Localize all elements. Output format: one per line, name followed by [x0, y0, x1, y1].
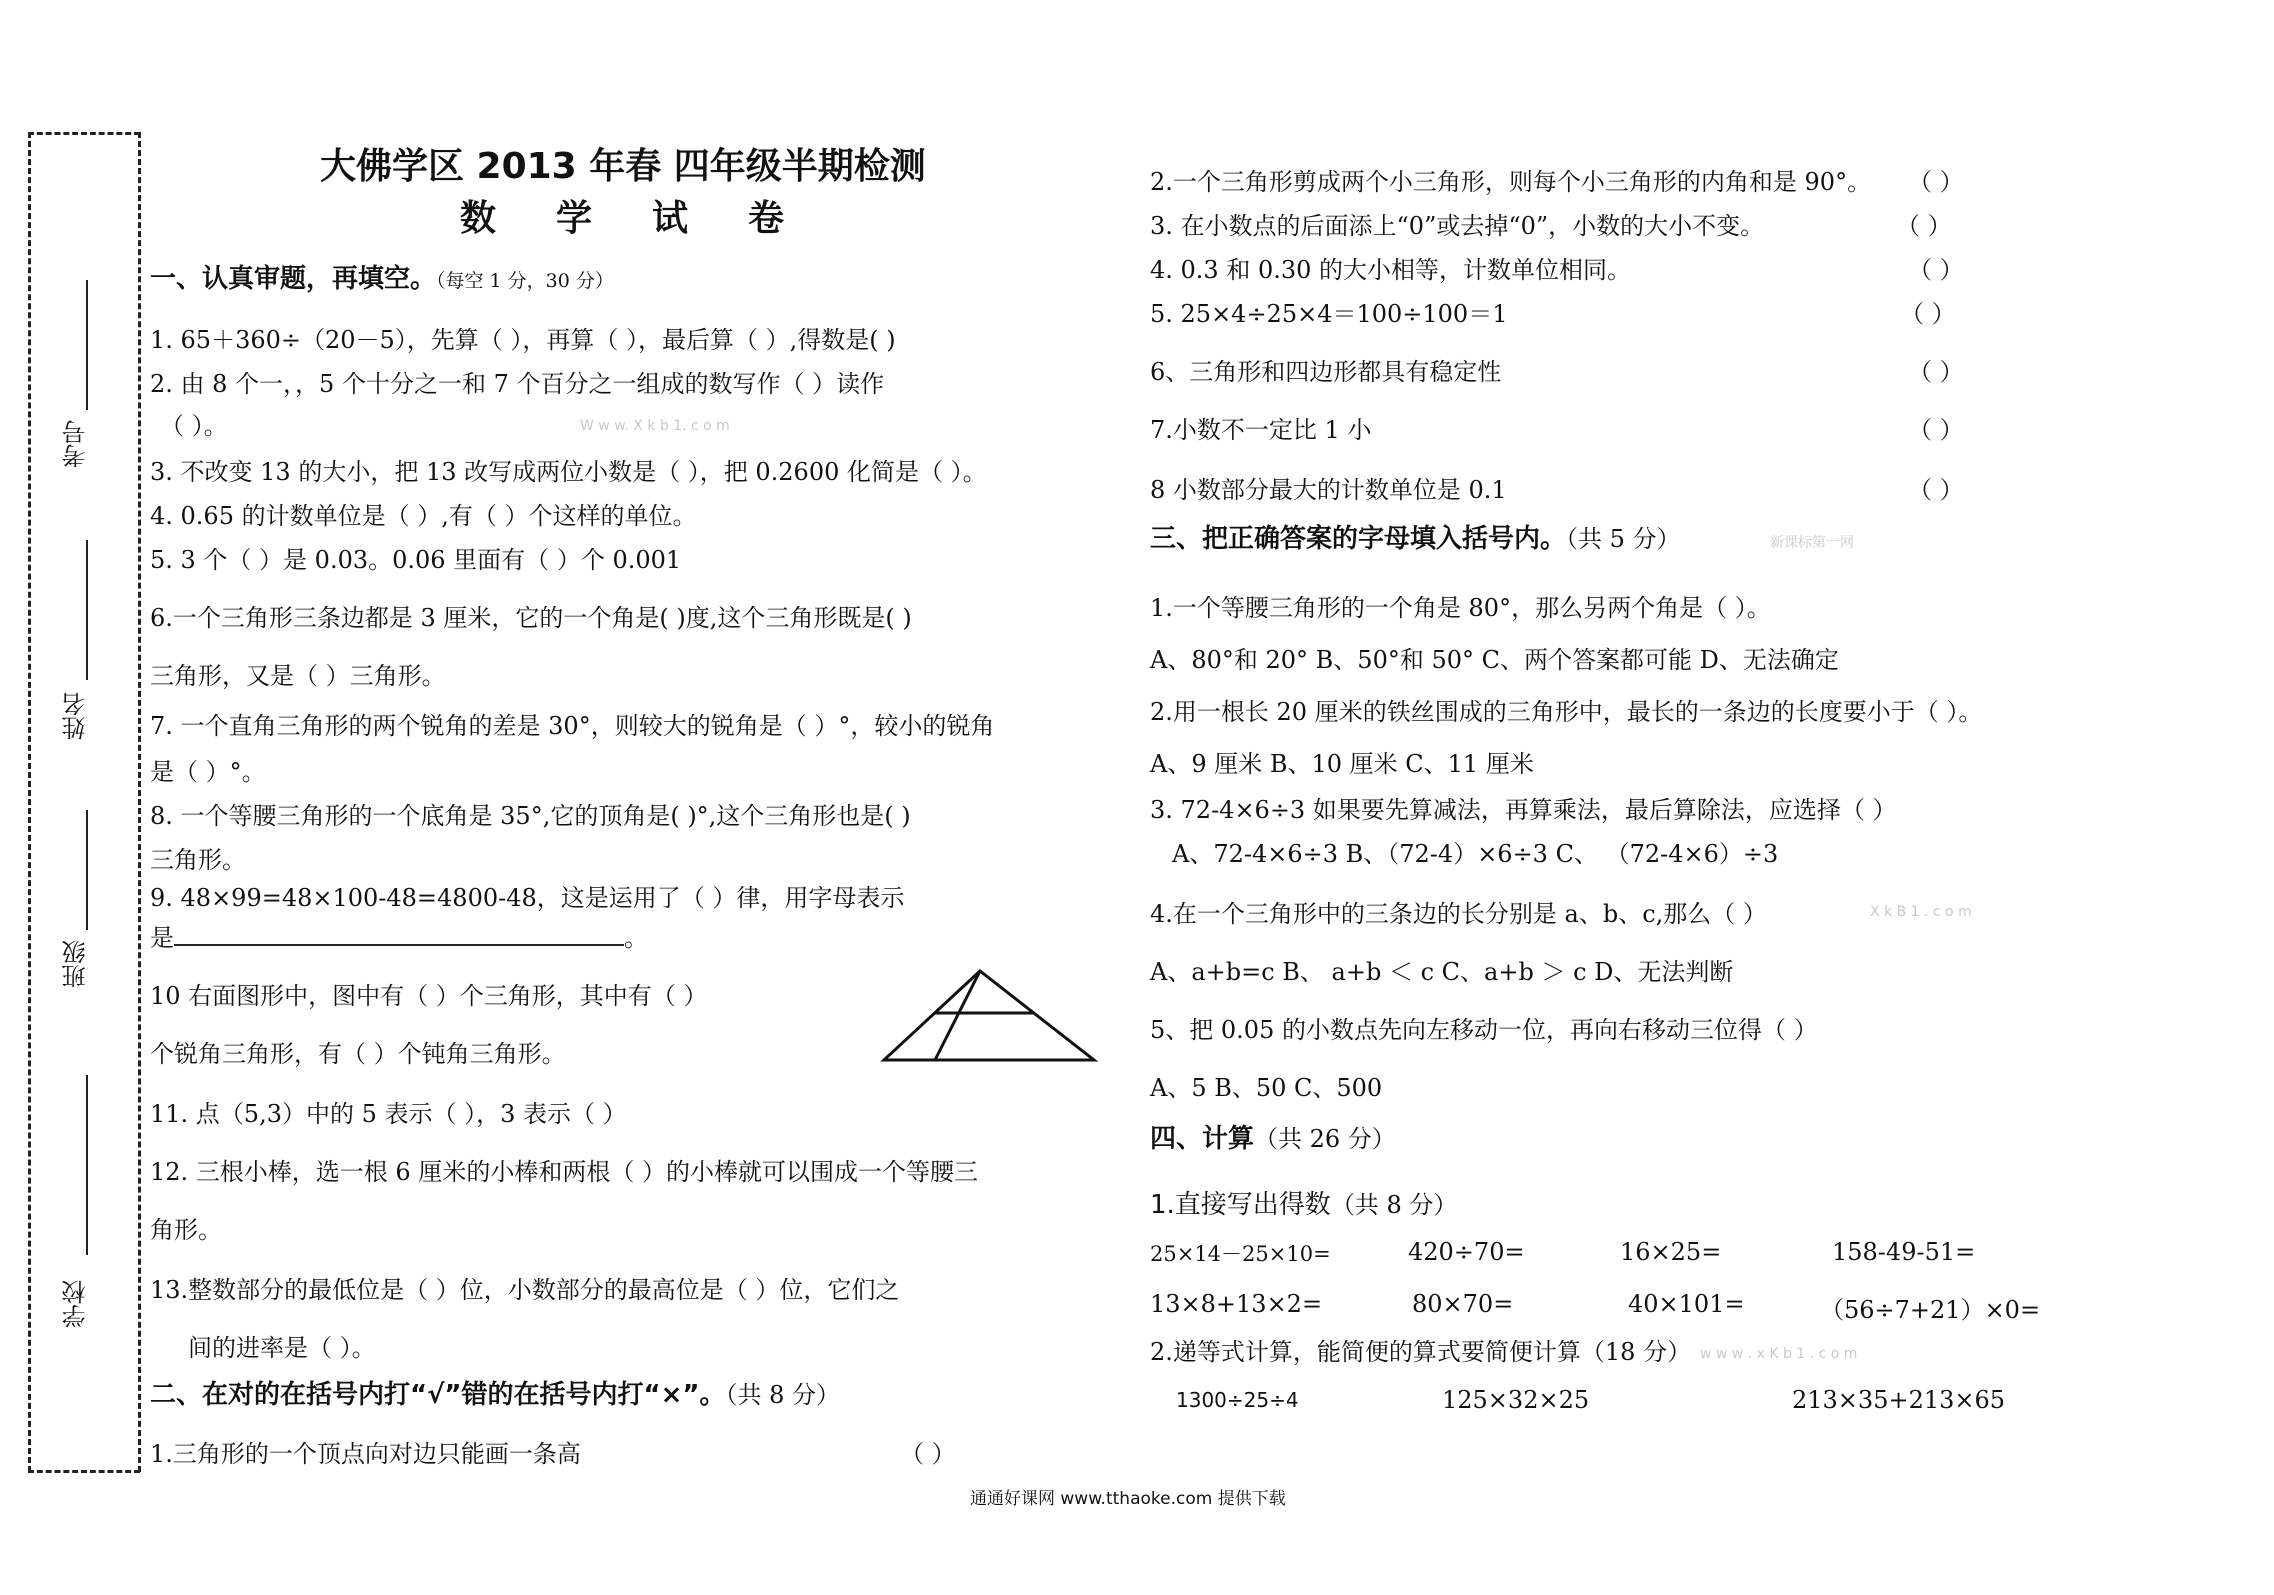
question-line: 10 右面图形中，图中有（ ）个三角形，其中有（ ）	[150, 982, 708, 1010]
question-line: 个锐角三角形，有（ ）个钝角三角形。	[150, 1040, 566, 1068]
true-false-item: 4. 0.3 和 0.30 的大小相等，计数单位相同。	[1150, 256, 1632, 284]
choice-question: 4.在一个三角形中的三条边的长分别是 a、b、c,那么（ ）	[1150, 900, 1767, 928]
true-false-item: 7.小数不一定比 1 小	[1150, 416, 1372, 444]
school-line	[86, 1075, 88, 1255]
section-1-note: （每空 1 分，30 分）	[436, 270, 614, 292]
calc-part-1-title: 1.直接写出得数	[1150, 1190, 1331, 1220]
section-2-heading	[150, 1374, 840, 1411]
question-line: 2. 由 8 个一，，5 个十分之一和 7 个百分之一组成的数写作（ ）读作	[150, 370, 885, 398]
name-label: 姓名	[62, 692, 90, 740]
true-false-item: 6、三角形和四边形都具有稳定性	[1150, 358, 1502, 386]
choice-options: A、72-4×6÷3 B、（72-4）×6÷3 C、 （72-4×6）÷3	[1172, 840, 1779, 868]
footer-credit: 通通好课网 www.tthaoke.com 提供下载	[970, 1489, 1286, 1509]
true-false-item-1: 1.三角形的一个顶点向对边只能画一条高	[150, 1440, 581, 1468]
question-line: 4. 0.65 的计数单位是（ ）,有（ ）个这样的单位。	[150, 502, 697, 530]
question-line: 1. 65＋360÷（20－5），先算（ ），再算（ ），最后算（ ）,得数是( )	[150, 326, 896, 354]
section-3-note: （共 5 分）	[1566, 525, 1681, 553]
binding-border-bottom	[28, 1470, 140, 1473]
choice-question: 1.一个等腰三角形的一个角是 80°，那么另两个角是（ ）。	[1150, 594, 1771, 622]
section-2-title: 二、在对的在括号内打“√”错的在括号内打“×”。	[150, 1380, 726, 1410]
calc-item: 125×32×25	[1442, 1386, 1590, 1414]
question-line: 7. 一个直角三角形的两个锐角的差是 30°，则较大的锐角是（ ）°，较小的锐角	[150, 712, 995, 740]
choice-question: 2.用一根长 20 厘米的铁丝围成的三角形中，最长的一条边的长度要小于（ ）。	[1150, 698, 1983, 726]
class-line	[86, 810, 88, 930]
calc-item: 40×101=	[1628, 1290, 1745, 1318]
question-line: 3. 不改变 13 的大小，把 13 改写成两位小数是（ ），把 0.2600 化简是（ ）。	[150, 458, 987, 486]
true-false-bracket: （ ）	[1908, 416, 1964, 444]
true-false-item: 8 小数部分最大的计数单位是 0.1	[1150, 476, 1507, 504]
section-1-heading	[150, 258, 614, 295]
true-false-bracket: （ ）	[1908, 358, 1964, 386]
true-false-bracket: （ ）	[1908, 168, 1964, 196]
choice-question: 5、把 0.05 的小数点先向左移动一位，再向右移动三位得（ ）	[1150, 1016, 1818, 1044]
question-line: 间的进率是（ ）。	[188, 1334, 376, 1362]
true-false-item: 5. 25×4÷25×4＝100÷100＝1	[1150, 300, 1508, 328]
watermark-text: W w w. X k b 1. c o m	[580, 418, 730, 434]
calc-part-1-note: （共 8 分）	[1330, 1191, 1458, 1219]
question-line: 8. 一个等腰三角形的一个底角是 35°,它的顶角是( )°,这个三角形也是( )	[150, 802, 911, 830]
question-line: 13.整数部分的最低位是（ ）位，小数部分的最高位是（ ）位，它们之	[150, 1276, 900, 1304]
true-false-bracket: （ ）	[1908, 476, 1964, 504]
choice-question: 3. 72-4×6÷3 如果要先算减法，再算乘法，最后算除法，应选择（ ）	[1150, 796, 1897, 824]
question-line: 三角形，又是（ ）三角形。	[150, 662, 446, 690]
name-line	[86, 540, 88, 680]
choice-options: A、9 厘米 B、10 厘米 C、11 厘米	[1150, 750, 1534, 778]
section-4-heading	[1150, 1118, 1396, 1155]
choice-options: A、80°和 20° B、50°和 50° C、两个答案都可能 D、无法确定	[1150, 646, 1839, 674]
true-false-bracket-1: （ ）	[900, 1440, 956, 1468]
exam-number-label: 考号	[62, 420, 90, 468]
choice-options: A、a+b=c B、 a+b ＜ c C、a+b ＞ c D、无法判断	[1150, 958, 1734, 986]
calc-part-1-heading	[1150, 1184, 1457, 1221]
calc-item: 25×14－25×10=	[1150, 1242, 1331, 1266]
calc-item: （56÷7+21）×0=	[1820, 1296, 2041, 1324]
question-line: 是（ ）°。	[150, 758, 266, 786]
calc-item: 158-49-51=	[1832, 1238, 1976, 1266]
question-line: 5. 3 个（ ）是 0.03。0.06 里面有（ ）个 0.001	[150, 546, 682, 574]
section-1-title: 一、认真审题，再填空。	[150, 264, 437, 294]
calc-item: 80×70=	[1412, 1290, 1514, 1318]
calc-item: 1300÷25÷4	[1176, 1388, 1299, 1412]
question-line: （ ）。	[160, 412, 228, 440]
true-false-bracket: （ ）	[1896, 212, 1952, 240]
question-9-prefix: 是	[150, 924, 174, 952]
true-false-item: 3. 在小数点的后面添上“0”或去掉“0”，小数的大小不变。	[1150, 212, 1765, 240]
triangle-figure	[880, 965, 1100, 1065]
true-false-item: 2.一个三角形剪成两个小三角形，则每个小三角形的内角和是 90°。	[1150, 168, 1872, 196]
exam-subtitle: 数学试卷	[460, 198, 845, 239]
question-9-end: 。	[624, 924, 648, 952]
true-false-bracket: （ ）	[1908, 256, 1964, 284]
binding-border-left	[28, 132, 31, 1472]
question-line: 12. 三根小棒，选一根 6 厘米的小棒和两根（ ）的小棒就可以围成一个等腰三	[150, 1158, 978, 1186]
binding-border-top	[28, 132, 140, 135]
question-line: 6.一个三角形三条边都是 3 厘米，它的一个角是( )度,这个三角形既是( )	[150, 604, 912, 632]
section-4-title: 四、计算	[1150, 1124, 1255, 1154]
section-3-title: 三、把正确答案的字母填入括号内。	[1150, 524, 1567, 554]
calc-part-2-heading: 2.递等式计算，能简便的算式要简便计算（18 分）	[1150, 1338, 1692, 1366]
question-line: 角形。	[150, 1216, 222, 1244]
section-3-heading	[1150, 518, 1681, 555]
exam-title: 大佛学区 2013 年春 四年级半期检测	[320, 146, 926, 187]
watermark-text: 新课标第一网	[1770, 535, 1854, 551]
exam-number-line	[86, 280, 88, 410]
question-line: 11. 点（5,3）中的 5 表示（ ），3 表示（ ）	[150, 1100, 627, 1128]
answer-blank	[174, 922, 624, 946]
question-line: 9. 48×99=48×100-48=4800-48，这是运用了（ ）律，用字母表示	[150, 884, 905, 912]
calc-item: 13×8+13×2=	[1150, 1290, 1323, 1318]
question-line-9-answer	[150, 918, 648, 953]
class-label: 班级	[62, 940, 90, 988]
section-4-note: （共 26 分）	[1254, 1125, 1396, 1153]
question-line: 三角形。	[150, 846, 246, 874]
choice-options: A、5 B、50 C、500	[1150, 1074, 1383, 1102]
watermark-text: w w w . x K b 1 . c o m	[1700, 1346, 1858, 1362]
calc-item: 16×25=	[1620, 1238, 1722, 1266]
calc-item: 420÷70=	[1408, 1238, 1525, 1266]
binding-border-right	[138, 132, 141, 1472]
calc-item: 213×35+213×65	[1792, 1386, 2006, 1414]
school-label: 学校	[62, 1280, 90, 1328]
section-2-note: （共 8 分）	[725, 1381, 841, 1409]
true-false-bracket: （ ）	[1900, 300, 1956, 328]
watermark-text: X k B 1 . c o m	[1870, 904, 1972, 920]
